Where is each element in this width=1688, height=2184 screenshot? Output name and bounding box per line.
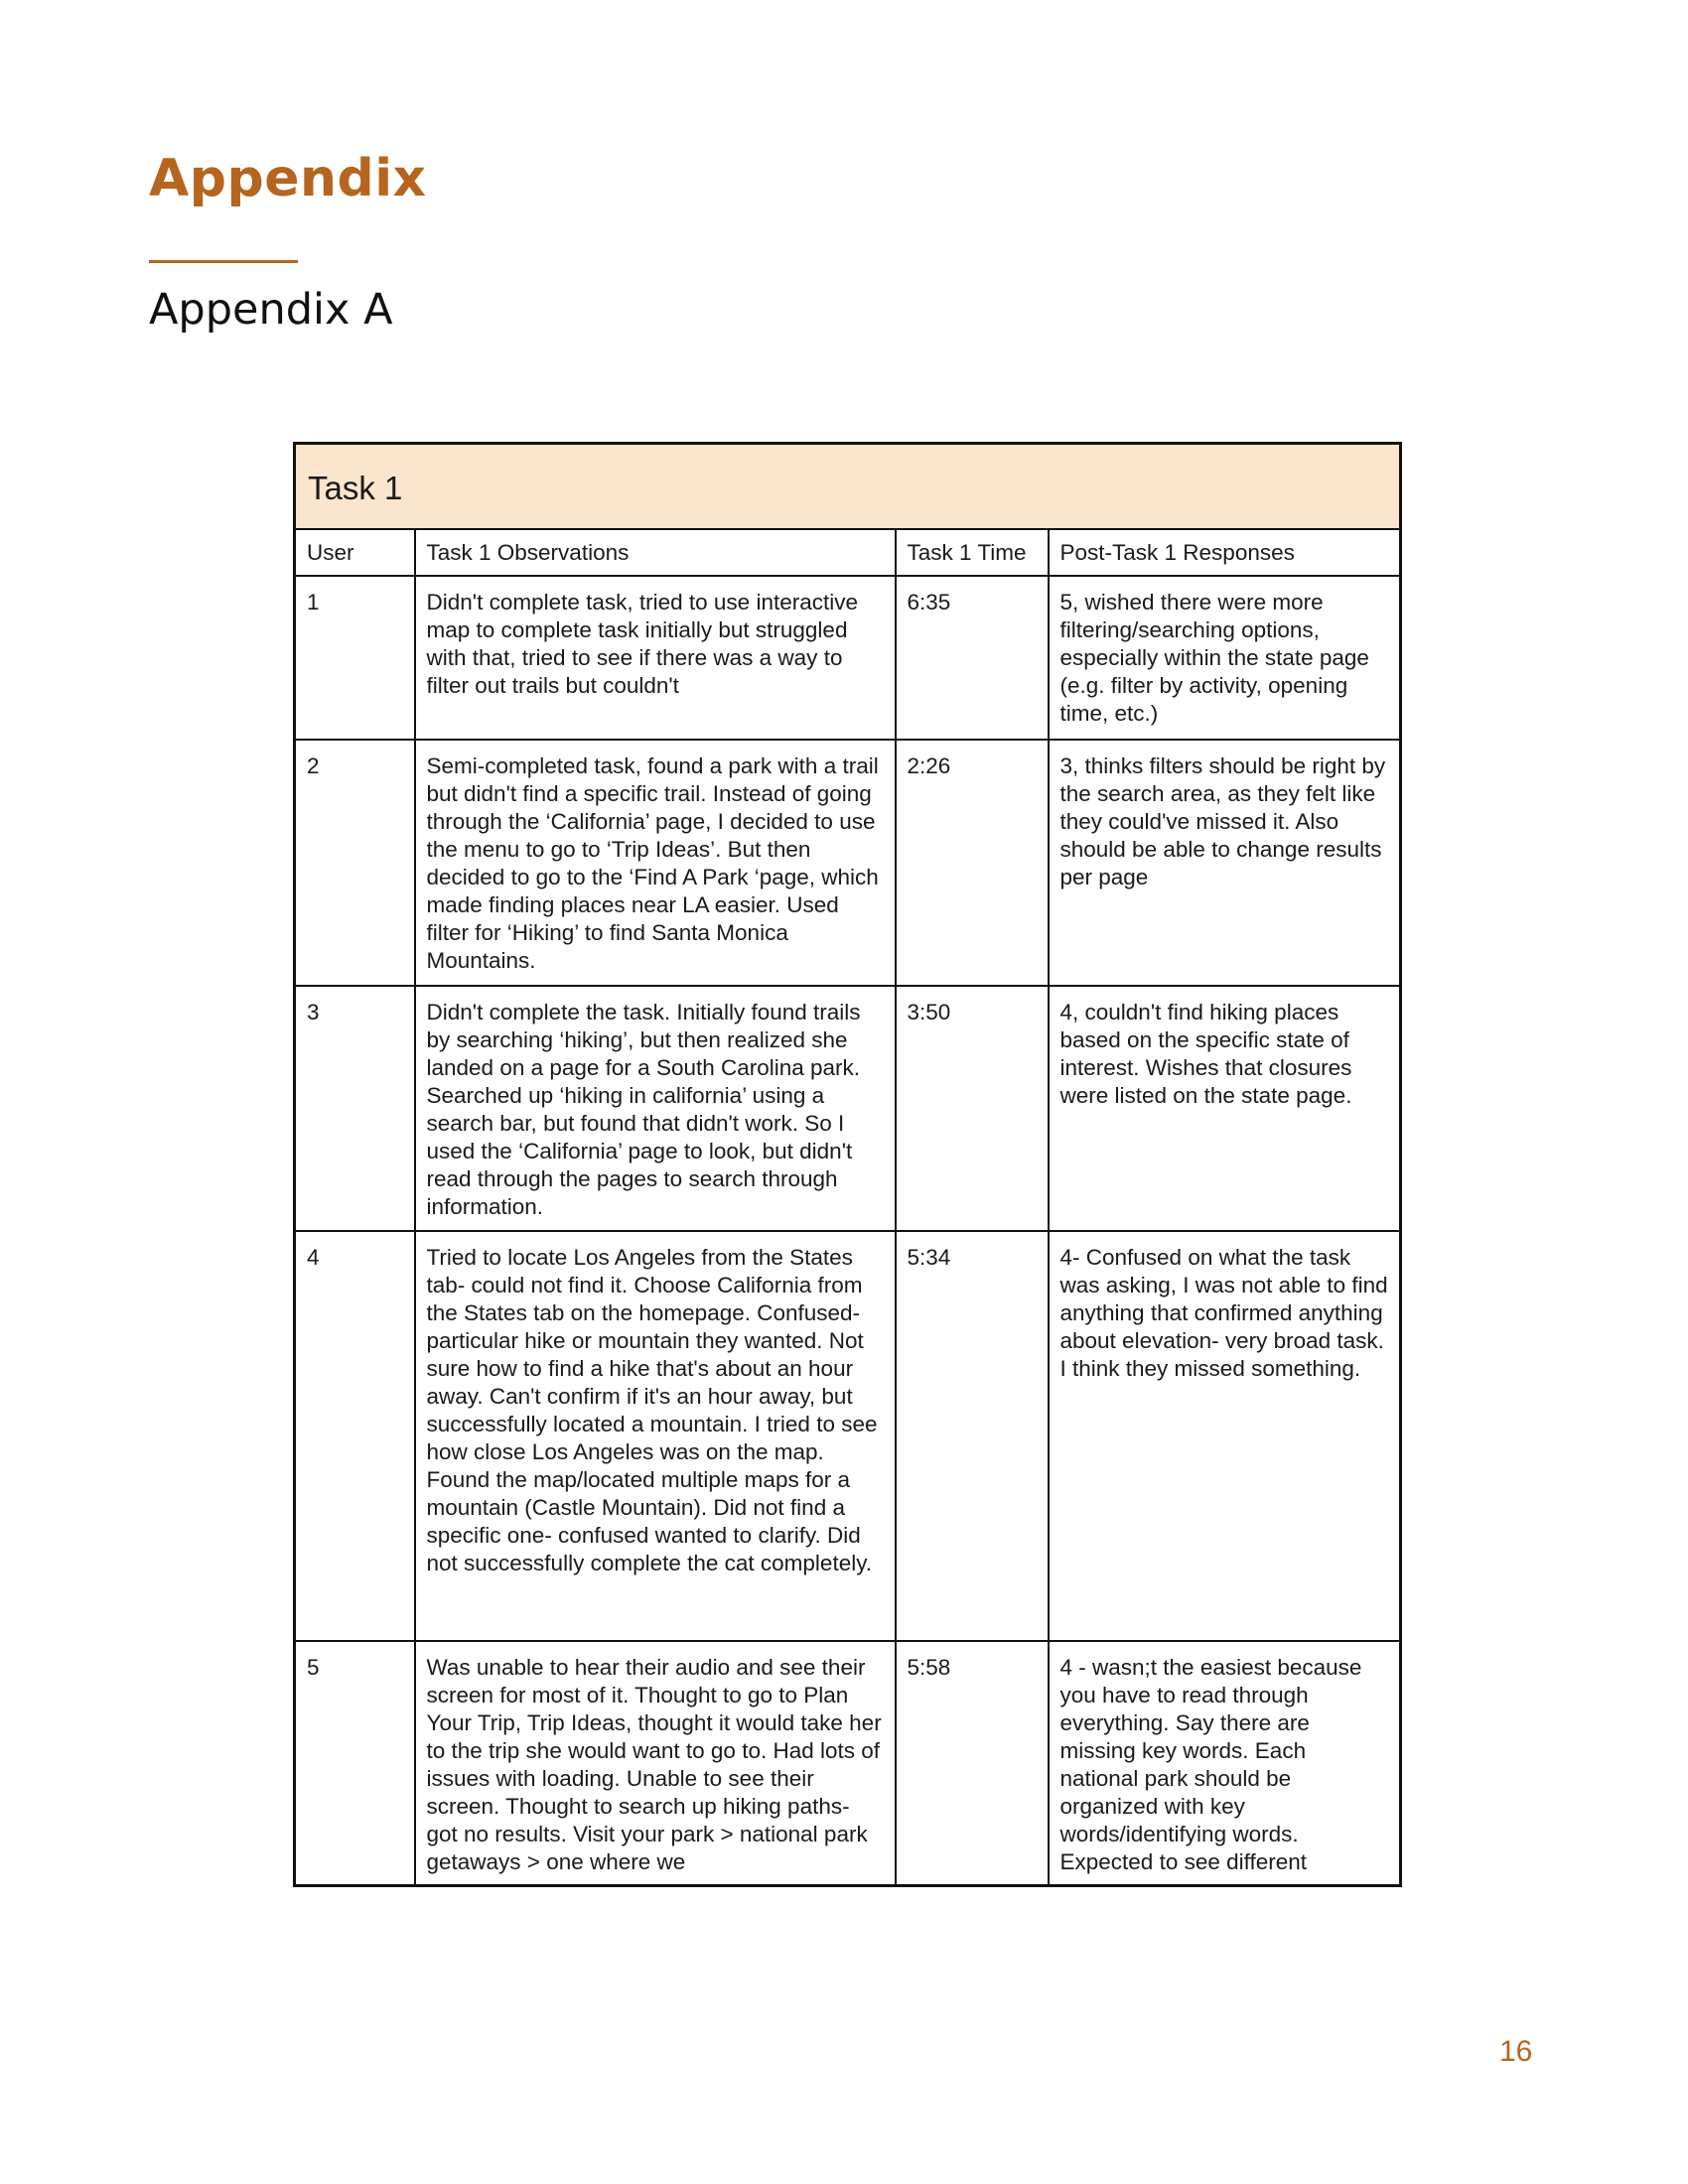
time-cell: 3:50 — [896, 986, 1049, 1231]
heading-underline — [149, 260, 298, 263]
time-cell: 5:34 — [896, 1231, 1049, 1641]
observation-cell: Didn't complete task, tried to use interactive map to complete task initially but struggled with that, tried to see if there was a way to filter out trails but couldn't — [415, 576, 896, 740]
appendix-heading: Appendix — [149, 149, 427, 208]
user-cell: 3 — [295, 986, 415, 1231]
appendix-a-subheading: Appendix A — [149, 285, 393, 335]
response-cell: 4- Confused on what the task was asking, I was not able to find anything that confirmed anything about elevation- very broad task. I think they missed something. — [1049, 1231, 1401, 1641]
user-cell: 5 — [295, 1641, 415, 1886]
observation-cell: Didn't complete the task. Initially found trails by searching ‘hiking’, but then realized she landed on a page for a South Carolina park. Searched up ‘hiking in california’ using a search bar, but found that didn't work. So I used the ‘California’ page to look, but didn't read through the pages to search through information. — [415, 986, 896, 1231]
table-row — [295, 1641, 1401, 1886]
table-header-row — [295, 529, 1401, 576]
time-cell: 5:58 — [896, 1641, 1049, 1886]
observation-cell: Was unable to hear their audio and see their screen for most of it. Thought to go to Plan Your Trip, Trip Ideas, thought it would take her to the trip she would want to go to. Had lots of issues with loading. Unable to see their screen. Thought to search up hiking paths- got no results. Visit your park > national park getaways > one where we — [415, 1641, 896, 1886]
header-time: Task 1 Time — [896, 529, 1049, 576]
table-row — [295, 986, 1401, 1231]
response-cell: 4 - wasn;t the easiest because you have to read through everything. Say there are missing key words. Each national park should be organized with key words/identifying words. Expected to see different — [1049, 1641, 1401, 1886]
table-title-row — [295, 444, 1401, 530]
header-responses: Post-Task 1 Responses — [1049, 529, 1401, 576]
user-cell: 2 — [295, 740, 415, 986]
table-title: Task 1 — [295, 444, 1401, 530]
user-cell: 4 — [295, 1231, 415, 1641]
page-number: 16 — [1499, 2035, 1533, 2068]
user-cell: 1 — [295, 576, 415, 740]
response-cell: 3, thinks filters should be right by the search area, as they felt like they could've missed it. Also should be able to change results per page — [1049, 740, 1401, 986]
time-cell: 2:26 — [896, 740, 1049, 986]
header-observations: Task 1 Observations — [415, 529, 896, 576]
observation-cell: Tried to locate Los Angeles from the States tab- could not find it. Choose California from the States tab on the homepage. Confused- particular hike or mountain they wanted. Not sure how to find a hike that's about an hour away. Can't confirm if it's an hour away, but successfully located a mountain. I tried to see how close Los Angeles was on the map. Found the map/located multiple maps for a mountain (Castle Mountain). Did not find a specific one- confused wanted to clarify. Did not successfully complete the cat completely. — [415, 1231, 896, 1641]
response-cell: 4, couldn't find hiking places based on the specific state of interest. Wishes that closures were listed on the state page. — [1049, 986, 1401, 1231]
response-cell: 5, wished there were more filtering/searching options, especially within the state page (e.g. filter by activity, opening time, etc.) — [1049, 576, 1401, 740]
table-row — [295, 576, 1401, 740]
table-row — [295, 1231, 1401, 1641]
time-cell: 6:35 — [896, 576, 1049, 740]
table-row — [295, 740, 1401, 986]
header-user: User — [295, 529, 415, 576]
observation-cell: Semi-completed task, found a park with a trail but didn't find a specific trail. Instead of going through the ‘California’ page, I decided to use the menu to go to ‘Trip Ideas’. But then decided to go to the ‘Find A Park ‘page, which made finding places near LA easier. Used filter for ‘Hiking’ to find Santa Monica Mountains. — [415, 740, 896, 986]
task-1-table — [293, 442, 1402, 1887]
